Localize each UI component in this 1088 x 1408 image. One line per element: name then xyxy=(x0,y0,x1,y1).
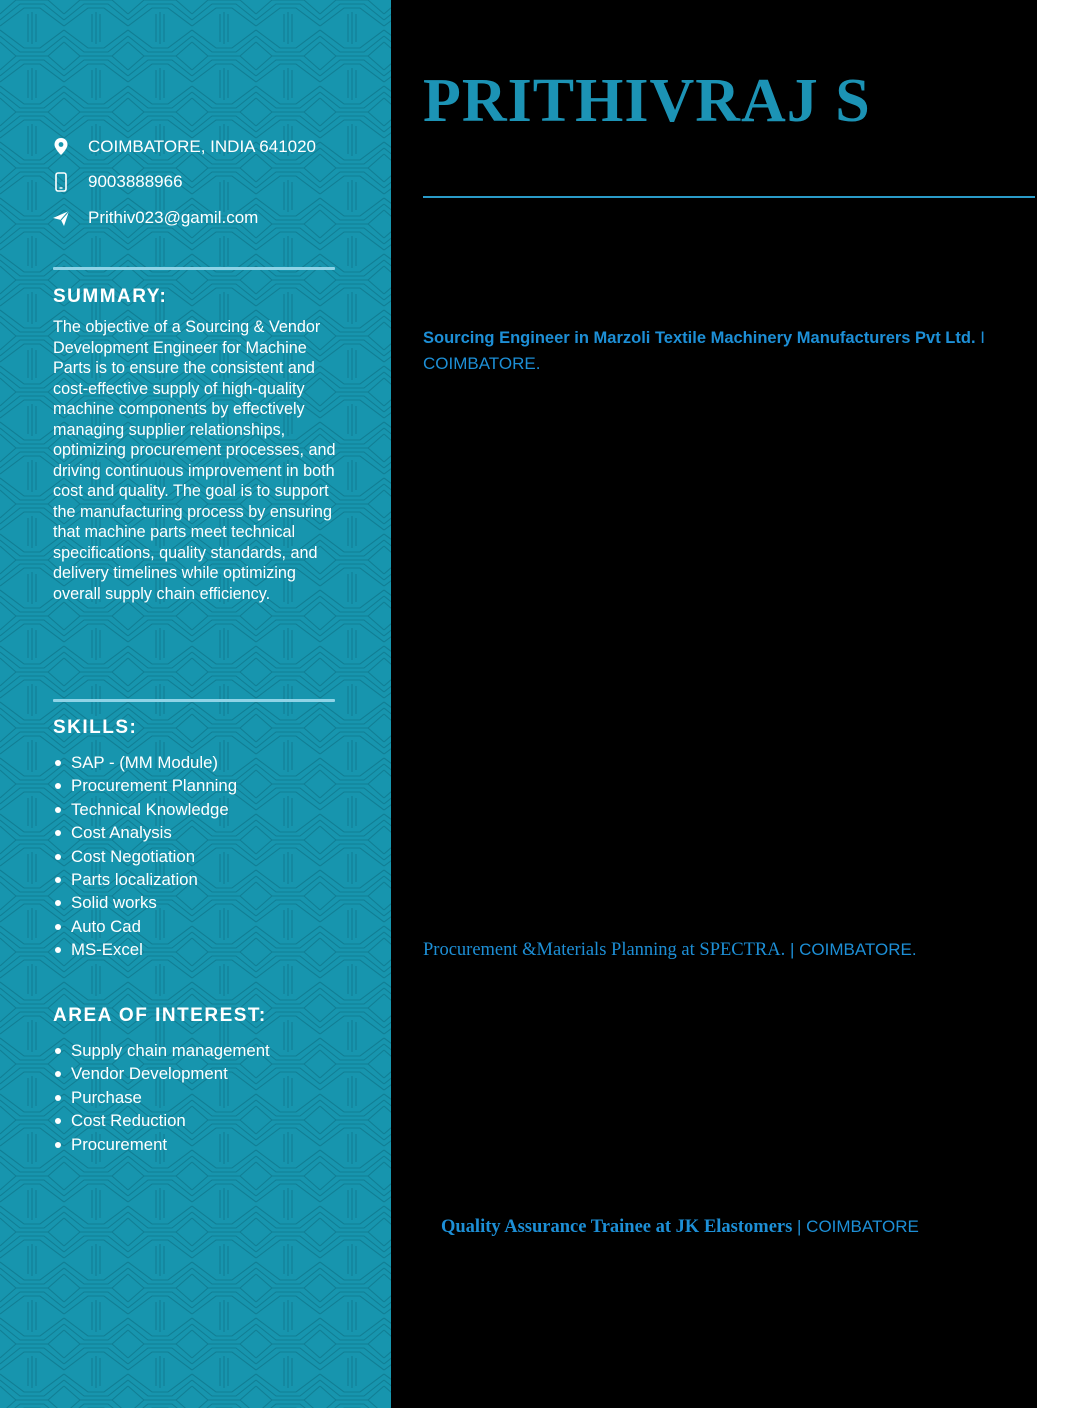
list-item: Procurement xyxy=(53,1133,270,1156)
interests-heading: AREA OF INTEREST: xyxy=(53,1005,267,1026)
experience-entry-1 xyxy=(423,325,1023,377)
list-item: Cost Analysis xyxy=(53,821,237,844)
list-item: Vendor Development xyxy=(53,1062,270,1085)
list-item: Cost Negotiation xyxy=(53,845,237,868)
divider-line xyxy=(53,699,335,702)
list-item: Purchase xyxy=(53,1086,270,1109)
candidate-name: PRITHIVRAJ S xyxy=(423,67,871,135)
job-title: Sourcing Engineer in Marzoli Textile Machinery Manufacturers Pvt Ltd. xyxy=(423,329,976,347)
job-title: Procurement &Materials Planning at SPECTRA. xyxy=(423,940,786,960)
job-location: | COIMBATORE xyxy=(792,1217,919,1236)
summary-text: The objective of a Sourcing & Vendor Development Engineer for Machine Parts is to ensure the consistent and cost-effective supply of high-quality machine components by effectively managing supplier relationships, optimizing procurement processes, and driving continuous improvement in both cost and quality. The goal is to support the manufacturing process by ensuring that machine parts meet technical specifications, quality standards, and delivery timelines while optimizing overall supply chain efficiency. xyxy=(53,318,336,603)
skills-list xyxy=(53,751,237,962)
list-item: Technical Knowledge xyxy=(53,798,237,821)
job-location: I COIMBATORE. xyxy=(423,328,986,373)
summary-heading: SUMMARY: xyxy=(53,286,168,307)
skills-heading: SKILLS: xyxy=(53,717,138,738)
header-divider xyxy=(423,196,1035,198)
list-item: Procurement Planning xyxy=(53,774,237,797)
job-location: | COIMBATORE. xyxy=(785,940,917,959)
paper-plane-icon xyxy=(52,208,70,228)
job-title: Quality Assurance Trainee at JK Elastomers xyxy=(441,1217,793,1237)
divider-line xyxy=(53,267,335,270)
experience-entry-2 xyxy=(423,940,917,961)
mobile-phone-icon xyxy=(52,172,70,192)
main-panel xyxy=(391,0,1037,1408)
list-item: Auto Cad xyxy=(53,915,237,938)
list-item: MS-Excel xyxy=(53,938,237,961)
phone-text: 9003888966 xyxy=(88,172,183,191)
interests-list xyxy=(53,1039,270,1156)
sidebar xyxy=(0,0,391,1408)
location-pin-icon xyxy=(52,137,70,157)
location-text: COIMBATORE, INDIA 641020 xyxy=(88,137,317,156)
list-item: SAP - (MM Module) xyxy=(53,751,237,774)
list-item: Parts localization xyxy=(53,868,237,891)
list-item: Cost Reduction xyxy=(53,1109,270,1132)
list-item: Supply chain management xyxy=(53,1039,270,1062)
list-item: Solid works xyxy=(53,891,237,914)
email-text[interactable]: Prithiv023@gamil.com xyxy=(88,208,259,227)
experience-entry-3 xyxy=(441,1217,919,1238)
